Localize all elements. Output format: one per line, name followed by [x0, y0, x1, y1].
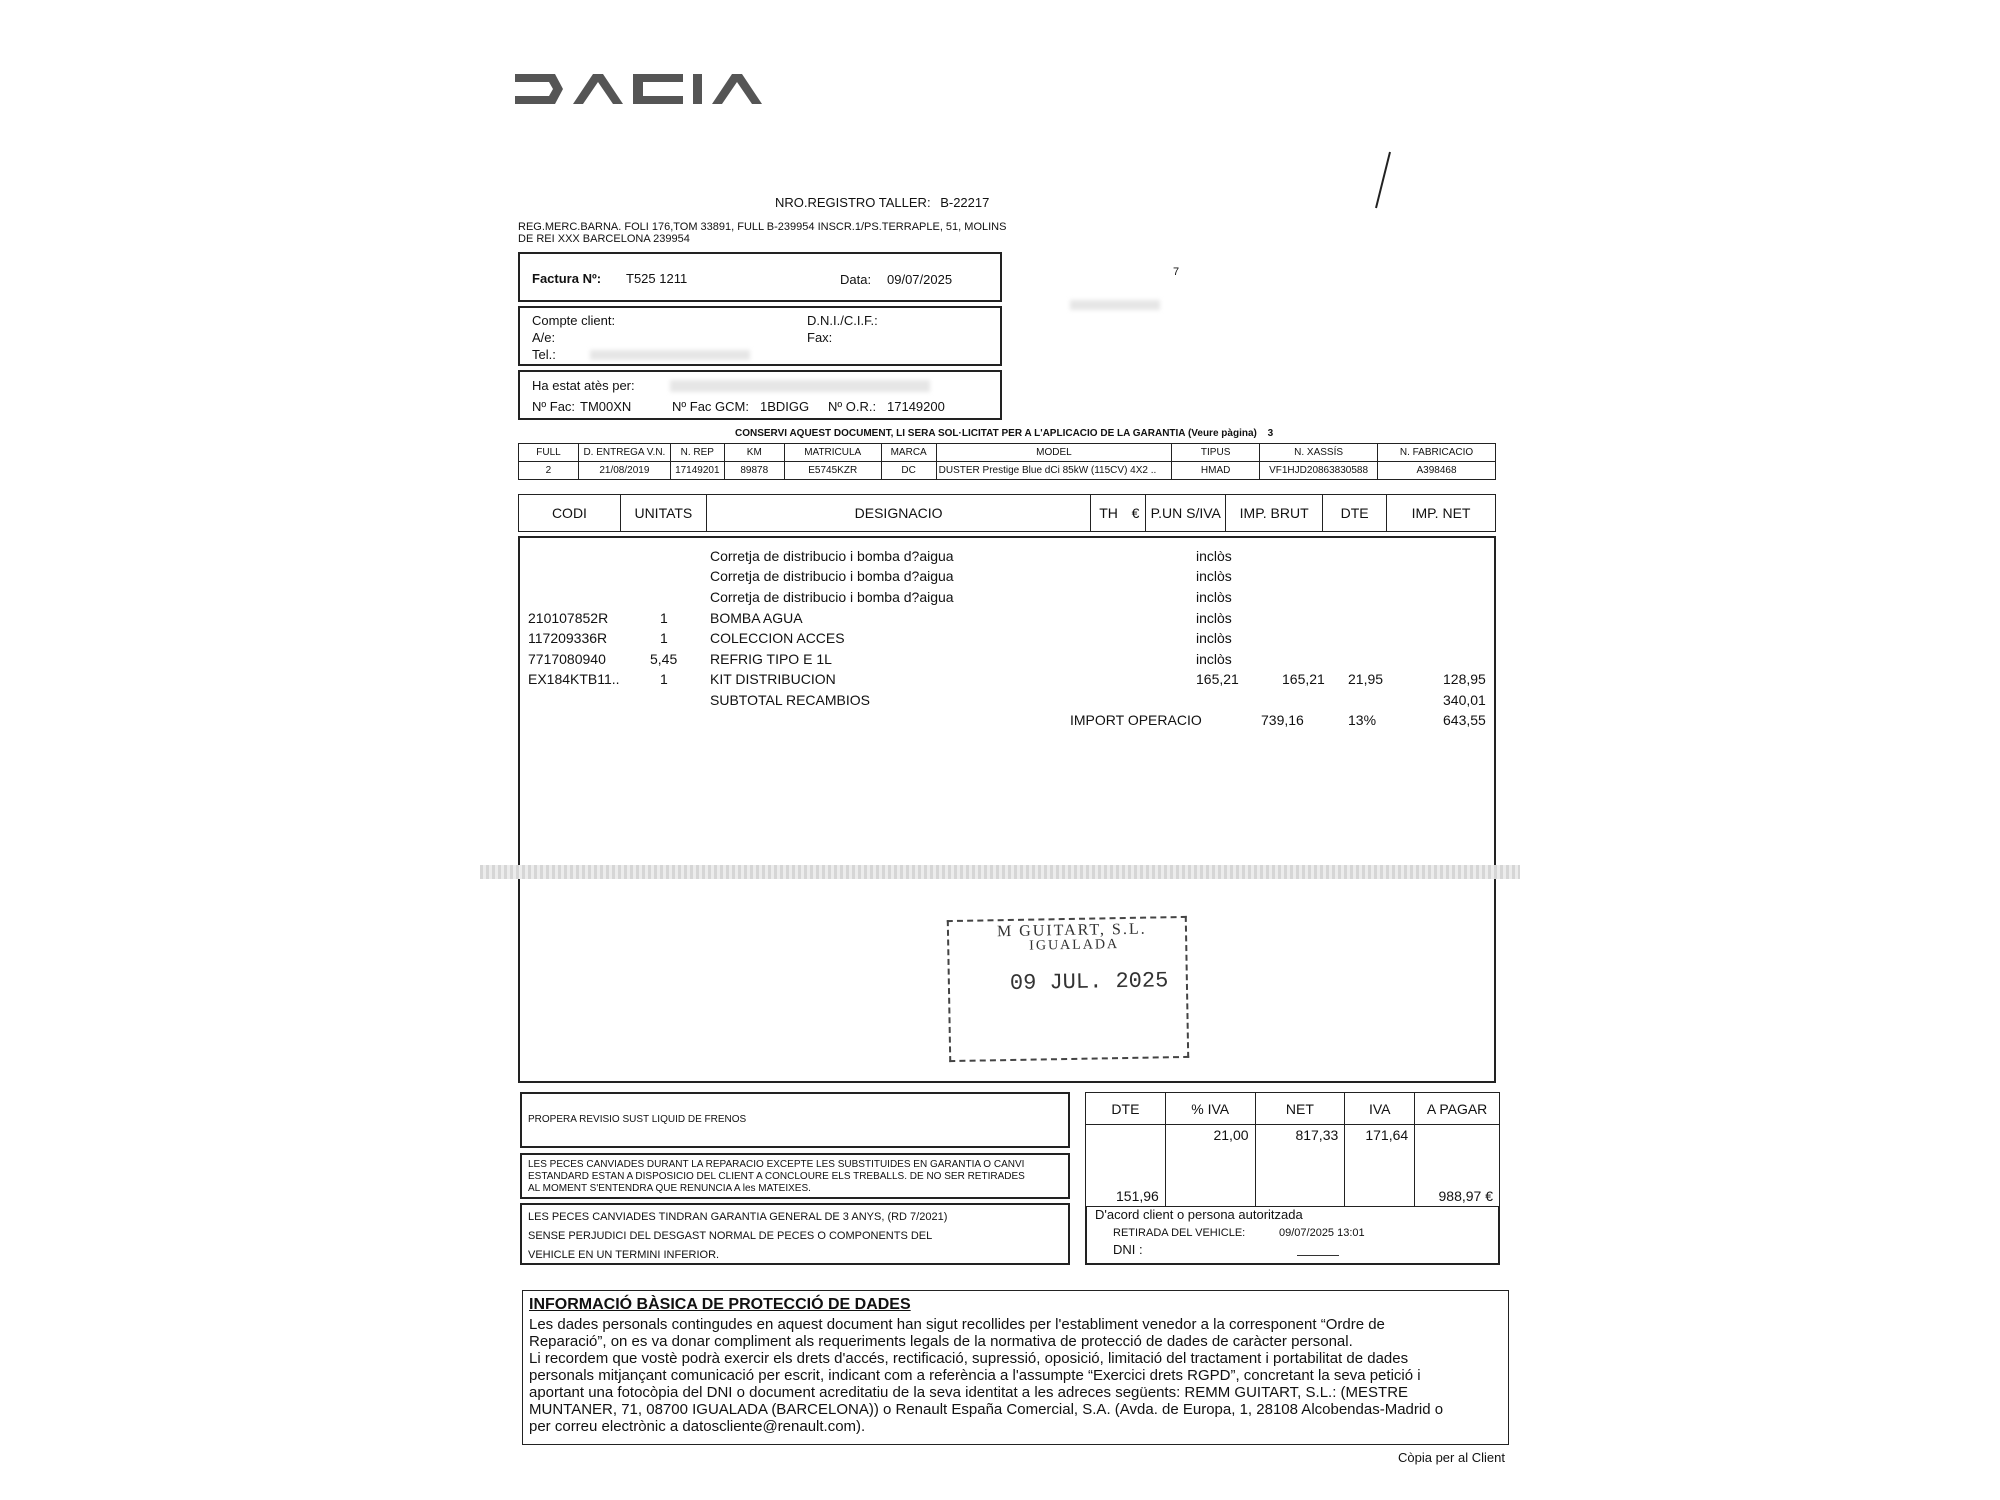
- line-desc: KIT DISTRIBUCION: [710, 671, 836, 687]
- operacio-row: [520, 712, 1496, 732]
- privacy-body: [529, 1316, 1504, 1435]
- vh-model: MODEL: [936, 444, 1172, 462]
- vh-marca: MARCA: [881, 444, 936, 462]
- retirada-value: 09/07/2025 13:01: [1279, 1227, 1365, 1239]
- warning-text: CONSERVI AQUEST DOCUMENT, LI SERA SOL·LICITAT PER A L'APLICACIO DE LA GARANTIA (Veure pàgina): [735, 428, 1257, 439]
- line-net: 128,95: [1443, 671, 1486, 687]
- totals-table: [1085, 1092, 1500, 1207]
- line-pun: inclòs: [1196, 548, 1232, 564]
- line-pun: inclòs: [1196, 568, 1232, 584]
- peces-line2: ESTANDARD ESTAN A DISPOSICIO DEL CLIENT A CONCLOURE ELS TREBALLS. DE NO SER RETIRADES: [528, 1171, 1025, 1182]
- line-row: [520, 568, 1496, 588]
- attended-box: [518, 370, 1002, 420]
- line-codi: 210107852R: [528, 610, 609, 626]
- or-value: 17149200: [887, 399, 945, 414]
- vh-full: FULL: [519, 444, 579, 462]
- col-pun: P.UN S/IVA: [1146, 495, 1226, 532]
- invoice-date: 09/07/2025: [887, 272, 953, 287]
- line-dte: 21,95: [1348, 671, 1384, 687]
- registro-label: NRO.REGISTRO TALLER:: [775, 195, 931, 210]
- operacio-label: IMPORT OPERACIO: [1070, 712, 1202, 728]
- line-desc: BOMBA AGUA: [710, 610, 803, 626]
- pickup-box: [1085, 1207, 1500, 1265]
- vv-entrega: 21/08/2019: [578, 462, 670, 480]
- tot-h-apagar: A PAGAR: [1415, 1093, 1500, 1125]
- pen-mark: [1372, 150, 1392, 217]
- tot-h-iva: IVA: [1345, 1093, 1415, 1125]
- col-euro: €: [1126, 495, 1146, 532]
- operacio-dte: 13%: [1348, 712, 1377, 728]
- factura-label: Factura Nº:: [532, 271, 602, 286]
- peces-line3: AL MOMENT S'ENTENDRA QUE RENUNCIA A les MATEIXES.: [528, 1183, 811, 1194]
- garantia-line3: VEHICLE EN UN TERMINI INFERIOR.: [528, 1249, 720, 1261]
- subtotal-label: SUBTOTAL RECAMBIOS: [710, 692, 870, 708]
- vh-fabricacio: N. FABRICACIO: [1378, 444, 1496, 462]
- data-label: Data:: [840, 272, 872, 287]
- redacted-address: [1070, 300, 1160, 310]
- operacio-net: 643,55: [1443, 712, 1486, 728]
- compte-label: Compte client:: [532, 313, 616, 328]
- line-units: 1: [660, 610, 668, 626]
- tot-iva-pct: 21,00: [1165, 1125, 1255, 1207]
- invoice-box: [518, 252, 1002, 302]
- privacy-line: Les dades personals contingudes en aquest document han sigut recollides per l'establiment venedor a la corresponent “Ordre de: [529, 1316, 1385, 1333]
- vv-km: 89878: [724, 462, 784, 480]
- vv-marca: DC: [881, 462, 936, 480]
- revisio-box: [520, 1092, 1070, 1148]
- warning-num: 3: [1267, 428, 1274, 439]
- nfac-value: TM00XN: [580, 399, 632, 414]
- col-designacio: DESIGNACIO: [706, 495, 1091, 532]
- vv-fabricacio: A398468: [1378, 462, 1496, 480]
- copy-note: Còpia per al Client: [1398, 1450, 1505, 1465]
- merc-line1: REG.MERC.BARNA. FOLI 176,TOM 33891, FULL B-239954 INSCR.1/PS.TERRAPLE, 51, MOLINS: [518, 221, 1007, 233]
- tot-dte: 151,96: [1086, 1125, 1166, 1207]
- line-row: [520, 589, 1496, 609]
- tot-h-dte: DTE: [1086, 1093, 1166, 1125]
- vh-matricula: MATRICULA: [784, 444, 881, 462]
- registro-line: [775, 195, 989, 210]
- client-right-number: 7: [1173, 266, 1180, 278]
- vh-xassis: N. XASSÍS: [1260, 444, 1378, 462]
- line-pun: inclòs: [1196, 589, 1232, 605]
- line-desc: COLECCION ACCES: [710, 630, 845, 646]
- line-row: [520, 548, 1496, 568]
- vv-tipus: HMAD: [1172, 462, 1260, 480]
- tel-label: Tel.:: [532, 347, 556, 362]
- vehicle-value-row: [519, 462, 1496, 480]
- stamp-date: 09 JUL. 2025: [1009, 968, 1169, 997]
- gcm-value: 1BDIGG: [760, 399, 810, 414]
- redacted-phone: [590, 350, 750, 360]
- or-label: Nº O.R.:: [828, 399, 877, 414]
- line-desc: Corretja de distribucio i bomba d?aigua: [710, 589, 954, 605]
- peces-box: [520, 1153, 1070, 1199]
- privacy-line: aportant una fotocòpia del DNI o document acreditatiu de la seva identitat a les adreces següents: REMM GUITART, S.L.: (MESTRE: [529, 1384, 1409, 1401]
- vv-nrep: 17149201: [670, 462, 724, 480]
- lines-area: [518, 536, 1496, 1083]
- columns-header: [518, 494, 1496, 532]
- privacy-line: personals mitjançant comunicació per escrit, indicant com a referència a l'assumpte “Exercici drets RGPD”, concretant la seva petició i: [529, 1367, 1421, 1384]
- line-units: 5,45: [650, 651, 678, 667]
- line-row: [520, 671, 1496, 691]
- subtotal-value: 340,01: [1443, 692, 1486, 708]
- col-codi: CODI: [519, 495, 621, 532]
- vv-matricula: E5745KZR: [784, 462, 881, 480]
- privacy-box: [522, 1290, 1509, 1445]
- line-row: [520, 610, 1496, 630]
- operacio-brut: 739,16: [1261, 712, 1304, 728]
- stamp-company: M GUITART, S.L.: [996, 920, 1147, 941]
- vv-model: DUSTER Prestige Blue dCi 85kW (115CV) 4X2 ..: [936, 462, 1172, 480]
- vh-nrep: N. REP: [670, 444, 724, 462]
- redacted-agent: [670, 380, 930, 392]
- dacia-logo: [515, 72, 765, 111]
- warning-line: [735, 428, 1273, 439]
- col-dte: DTE: [1323, 495, 1387, 532]
- scan-band: [480, 865, 1520, 879]
- line-row: [520, 651, 1496, 671]
- workshop-stamp: [947, 916, 1189, 1062]
- line-codi: 117209336R: [528, 630, 608, 646]
- line-pun: inclòs: [1196, 630, 1232, 646]
- retirada-label: RETIRADA DEL VEHICLE:: [1113, 1227, 1246, 1239]
- garantia-line1: LES PECES CANVIADES TINDRAN GARANTIA GENERAL DE 3 ANYS, (RD 7/2021): [528, 1211, 948, 1223]
- garantia-line2: SENSE PERJUDICI DEL DESGAST NORMAL DE PECES O COMPONENTS DEL: [528, 1230, 933, 1242]
- privacy-line: per correu electrònic a datoscliente@renault.com).: [529, 1418, 866, 1435]
- line-desc: REFRIG TIPO E 1L: [710, 651, 832, 667]
- nfac-label: Nº Fac:: [532, 399, 576, 414]
- line-pun: inclòs: [1196, 610, 1232, 626]
- privacy-line: Reparació”, on es va donar compliment als requeriments legals de la normativa de protecció de dades de caràcter personal.: [529, 1333, 1353, 1350]
- pickup-dni-label: DNI :: [1113, 1242, 1143, 1257]
- pickup-consent: D'acord client o persona autoritzada: [1095, 1207, 1303, 1222]
- tot-h-net: NET: [1255, 1093, 1345, 1125]
- client-box: [518, 306, 1002, 366]
- privacy-line: MUNTANER, 71, 08700 IGUALADA (BARCELONA)) o Renault España Comercial, S.A. (Avda. de Europa, 1, 28108 Alcobendas-Madrid o: [529, 1401, 1444, 1418]
- line-desc: Corretja de distribucio i bomba d?aigua: [710, 568, 954, 584]
- vehicle-table: [518, 443, 1496, 480]
- line-codi: 7717080940: [528, 651, 606, 667]
- stamp-city: IGUALADA: [1029, 937, 1120, 954]
- line-desc: Corretja de distribucio i bomba d?aigua: [710, 548, 954, 564]
- dni-label: D.N.I./C.I.F.:: [807, 313, 878, 328]
- garantia-box: [520, 1203, 1070, 1265]
- vv-full: 2: [519, 462, 579, 480]
- tot-h-iva-pct: % IVA: [1165, 1093, 1255, 1125]
- ae-label: A/e:: [532, 330, 556, 345]
- vv-xassis: VF1HJD20863830588: [1260, 462, 1378, 480]
- line-pun: 165,21: [1196, 671, 1239, 687]
- peces-line1: LES PECES CANVIADES DURANT LA REPARACIO EXCEPTE LES SUBSTITUIDES EN GARANTIA O CANVI: [528, 1159, 1025, 1170]
- col-brut: IMP. BRUT: [1226, 495, 1323, 532]
- line-codi: EX184KTB11..: [528, 671, 620, 687]
- tot-iva: 171,64: [1345, 1125, 1415, 1207]
- vh-entrega: D. ENTREGA V.N.: [578, 444, 670, 462]
- vh-tipus: TIPUS: [1172, 444, 1260, 462]
- factura-value: T525 1211: [626, 271, 688, 286]
- gcm-label: Nº Fac GCM:: [672, 399, 749, 414]
- privacy-line: Li recordem que vostè podrà exercir els drets d'accés, rectificació, supressió, oposició, limitació del tractament i portabilitat de dades: [529, 1350, 1409, 1367]
- revisio-text: PROPERA REVISIO SUST LIQUID DE FRENOS: [528, 1114, 747, 1125]
- line-pun: inclòs: [1196, 651, 1232, 667]
- tot-net: 817,33: [1255, 1125, 1345, 1207]
- tot-apagar: 988,97 €: [1415, 1125, 1500, 1207]
- line-units: 1: [660, 671, 668, 687]
- merc-line2: DE REI XXX BARCELONA 239954: [518, 233, 690, 245]
- vehicle-header-row: [519, 444, 1496, 462]
- line-units: 1: [660, 630, 668, 646]
- fax-label: Fax:: [807, 330, 833, 345]
- line-row: [520, 630, 1496, 650]
- dni-line: [1297, 1255, 1339, 1256]
- vh-km: KM: [724, 444, 784, 462]
- registro-value: B-22217: [940, 195, 990, 210]
- subtotal-row: [520, 692, 1496, 712]
- attended-label: Ha estat atès per:: [532, 378, 635, 393]
- col-th: TH: [1091, 495, 1126, 532]
- col-unitats: UNITATS: [620, 495, 706, 532]
- line-brut: 165,21: [1282, 671, 1325, 687]
- privacy-title: INFORMACIÓ BÀSICA DE PROTECCIÓ DE DADES: [529, 1296, 911, 1313]
- col-net: IMP. NET: [1387, 495, 1496, 532]
